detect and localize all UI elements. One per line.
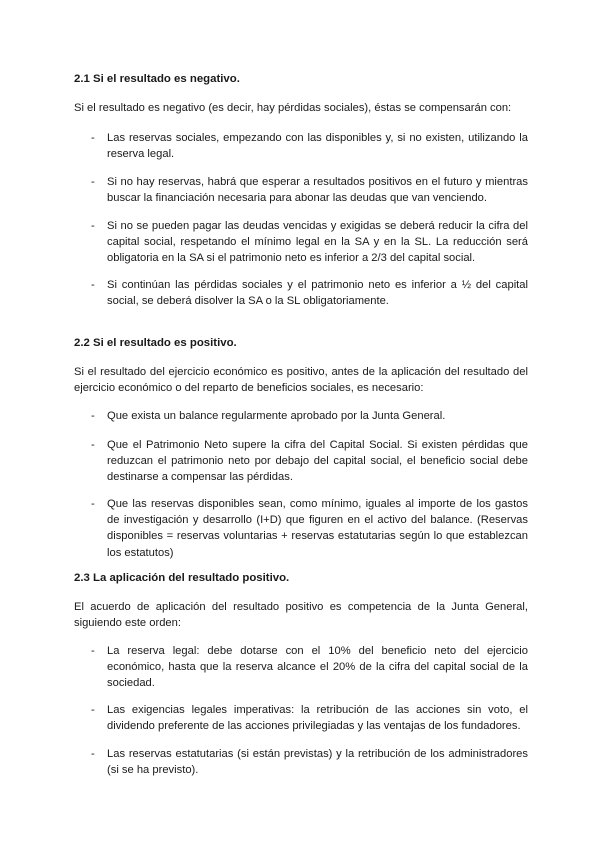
- list-item-text: Si no se pueden pagar las deudas vencidas y exigidas se deberá reducir la cifra del capital social, respetando el mínimo legal en la SA y en la SL. La reducción será obligatoria en la SA si el patrimonio neto es inferior a 2/3 del capital social.: [107, 220, 528, 265]
- list-item: [74, 643, 528, 692]
- list-item: [74, 277, 528, 309]
- section-intro-2-1: Si el resultado es negativo (es decir, hay pérdidas sociales), éstas se compensarán con:: [74, 102, 512, 114]
- list-item-text: Si continúan las pérdidas sociales y el patrimonio neto es inferior a ½ del capital social, se deberá disolver la SA o la SL obligatoriamente.: [107, 279, 528, 308]
- bullet-dash: -: [91, 704, 95, 716]
- list-item: [74, 218, 528, 267]
- list-item: [74, 746, 528, 778]
- section-heading-2-3: 2.3 La aplicación del resultado positivo.: [74, 572, 290, 584]
- list-item: [74, 408, 528, 424]
- section-intro-2-2: Si el resultado del ejercicio económico es positivo, antes de la aplicación del resultado del ejercicio económico o del reparto de beneficios sociales, es necesario:: [74, 366, 528, 395]
- section-intro-2-3: El acuerdo de aplicación del resultado positivo es competencia de la Junta General, siguiendo este orden:: [74, 601, 528, 630]
- list-item: [74, 496, 528, 561]
- list-item-text: Las reservas sociales, empezando con las disponibles y, si no existen, utilizando la reserva legal.: [107, 132, 528, 161]
- section-heading-2-1: 2.1 Si el resultado es negativo.: [74, 73, 240, 85]
- list-item: [74, 702, 528, 734]
- list-item-text: Que las reservas disponibles sean, como mínimo, iguales al importe de los gastos de investigación y desarrollo (I+D) que figuren en el activo del balance. (Reservas disponibles = reservas voluntarias + reservas estatutarias según lo que establezcan los estatutos): [107, 498, 528, 559]
- list-item-text: Las exigencias legales imperativas: la retribución de las acciones sin voto, el dividendo preferente de las acciones privilegiadas y las ventajas de los fundadores.: [107, 704, 528, 733]
- list-item: [74, 437, 528, 486]
- list-item: [74, 130, 528, 162]
- list-item-text: Que el Patrimonio Neto supere la cifra del Capital Social. Si existen pérdidas que reduzcan el patrimonio neto por debajo del capital social, el beneficio social debe destinarse a compensar las pérdidas.: [107, 439, 528, 484]
- bullet-dash: -: [91, 220, 95, 232]
- list-item-text: Las reservas estatutarias (si están previstas) y la retribución de los administradores (si se ha previsto).: [107, 748, 528, 777]
- bullet-dash: -: [91, 132, 95, 144]
- list-item: [74, 174, 528, 206]
- section-heading-2-2: 2.2 Si el resultado es positivo.: [74, 337, 237, 349]
- list-item-text: Si no hay reservas, habrá que esperar a resultados positivos en el futuro y mientras buscar la financiación necesaria para abonar las deudas que van venciendo.: [107, 176, 528, 205]
- bullet-dash: -: [91, 498, 95, 510]
- bullet-dash: -: [91, 748, 95, 760]
- bullet-dash: -: [91, 645, 95, 657]
- list-item-text: La reserva legal: debe dotarse con el 10% del beneficio neto del ejercicio económico, hasta que la reserva alcance el 20% de la cifra del capital social de la sociedad.: [107, 645, 528, 690]
- list-item-text: Que exista un balance regularmente aprobado por la Junta General.: [107, 410, 446, 422]
- bullet-dash: -: [91, 439, 95, 451]
- bullet-dash: -: [91, 410, 95, 422]
- bullet-dash: -: [91, 279, 95, 291]
- bullet-dash: -: [91, 176, 95, 188]
